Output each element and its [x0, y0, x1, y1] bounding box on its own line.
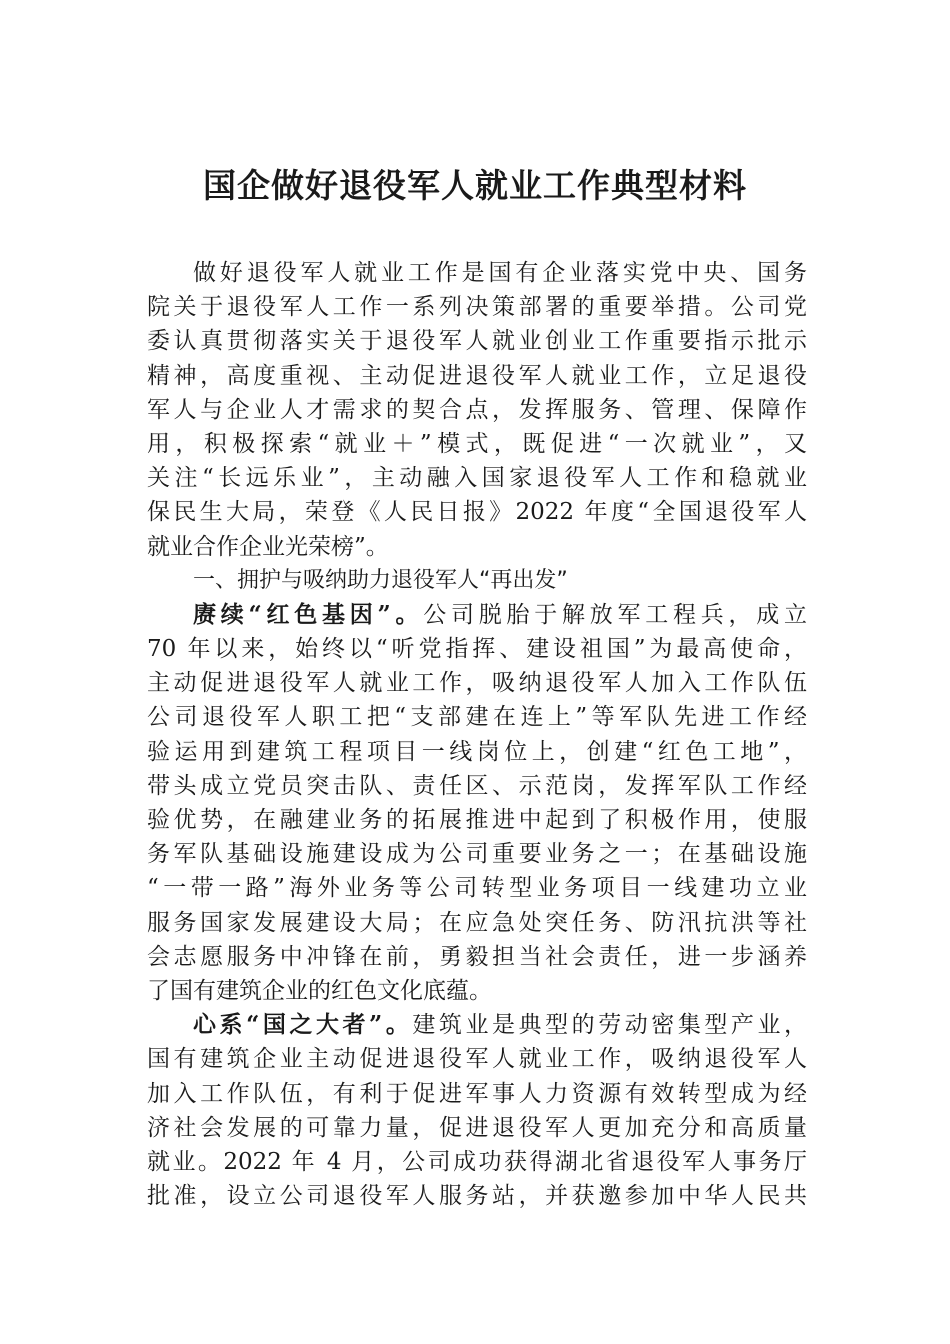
paragraph-line: 精神，高度重视、主动促进退役军人就业工作，立足退役	[147, 362, 807, 389]
paragraph-first-line	[147, 598, 807, 632]
paragraph-line: 验优势，在融建业务的拓展推进中起到了积极作用，使服	[147, 807, 807, 833]
paragraph-line: 保民生大局，荣登《人民日报》2022 年度“全国退役军人	[147, 499, 807, 526]
paragraph-line: 军人与企业人才需求的契合点，发挥服务、管理、保障作	[147, 396, 807, 423]
paragraph-line: 服务国家发展建设大局；在应急处突任务、防汛抗洪等社	[147, 909, 807, 936]
paragraph-line: 济社会发展的可靠力量，促进退役军人更加充分和高质量	[147, 1114, 807, 1141]
paragraph-lead: 赓续“红色基因”。	[193, 600, 424, 628]
paragraph-lead: 心系“国之大者”。	[193, 1011, 413, 1039]
paragraph-line: 会志愿服务中冲锋在前，勇毅担当社会责任，进一步涵养	[147, 943, 807, 970]
paragraph-line: 了国有建筑企业的红色文化底蕴。	[147, 977, 492, 1004]
paragraph-line: 做好退役军人就业工作是国有企业落实党中央、国务	[193, 260, 807, 286]
paragraph-line: 70 年以来，始终以“听党指挥、建设祖国”为最高使命，	[147, 636, 807, 663]
paragraph-line: “一带一路”海外业务等公司转型业务项目一线建功立业	[147, 875, 807, 902]
paragraph-line: 务军队基础设施建设成为公司重要业务之一；在基础设施	[147, 841, 807, 868]
paragraph-line: 带头成立党员突击队、责任区、示范岗，发挥军队工作经	[147, 772, 807, 799]
paragraph-line: 验运用到建筑工程项目一线岗位上，创建“红色工地”，	[147, 738, 807, 765]
paragraph-line: 加入工作队伍，有利于促进军事人力资源有效转型成为经	[147, 1080, 807, 1107]
section-heading: 一、拥护与吸纳助力退役军人“再出发”	[193, 567, 568, 593]
paragraph-first-line	[147, 1008, 807, 1042]
paragraph-line: 就业合作企业光荣榜”。	[147, 533, 389, 560]
paragraph-line: 院关于退役军人工作一系列决策部署的重要举措。公司党	[147, 294, 807, 321]
paragraph-line: 公司退役军人职工把“支部建在连上”等军队先进工作经	[147, 704, 807, 731]
paragraph-line: 国有建筑企业主动促进退役军人就业工作，吸纳退役军人	[147, 1046, 807, 1073]
paragraph-line: 主动促进退役军人就业工作，吸纳退役军人加入工作队伍	[147, 670, 807, 697]
paragraph-text: 建筑业是典型的劳动密集型产业，	[412, 1012, 808, 1039]
paragraph-line: 委认真贯彻落实关于退役军人就业创业工作重要指示批示	[147, 328, 807, 355]
paragraph-line: 用，积极探索“就业＋”模式，既促进“一次就业”，又	[147, 430, 807, 457]
paragraph-line: 关注“长远乐业”，主动融入国家退役军人工作和稳就业	[147, 465, 807, 492]
paragraph-line: 就业。2022 年 4 月，公司成功获得湖北省退役军人事务厅	[147, 1148, 807, 1175]
paragraph-text: 公司脱胎于解放军工程兵，成立	[423, 601, 808, 628]
document-body	[147, 256, 807, 1213]
paragraph-line: 批准，设立公司退役军人服务站，并获邀参加中华人民共	[147, 1183, 807, 1210]
document-title: 国企做好退役军人就业工作典型材料	[203, 166, 747, 205]
